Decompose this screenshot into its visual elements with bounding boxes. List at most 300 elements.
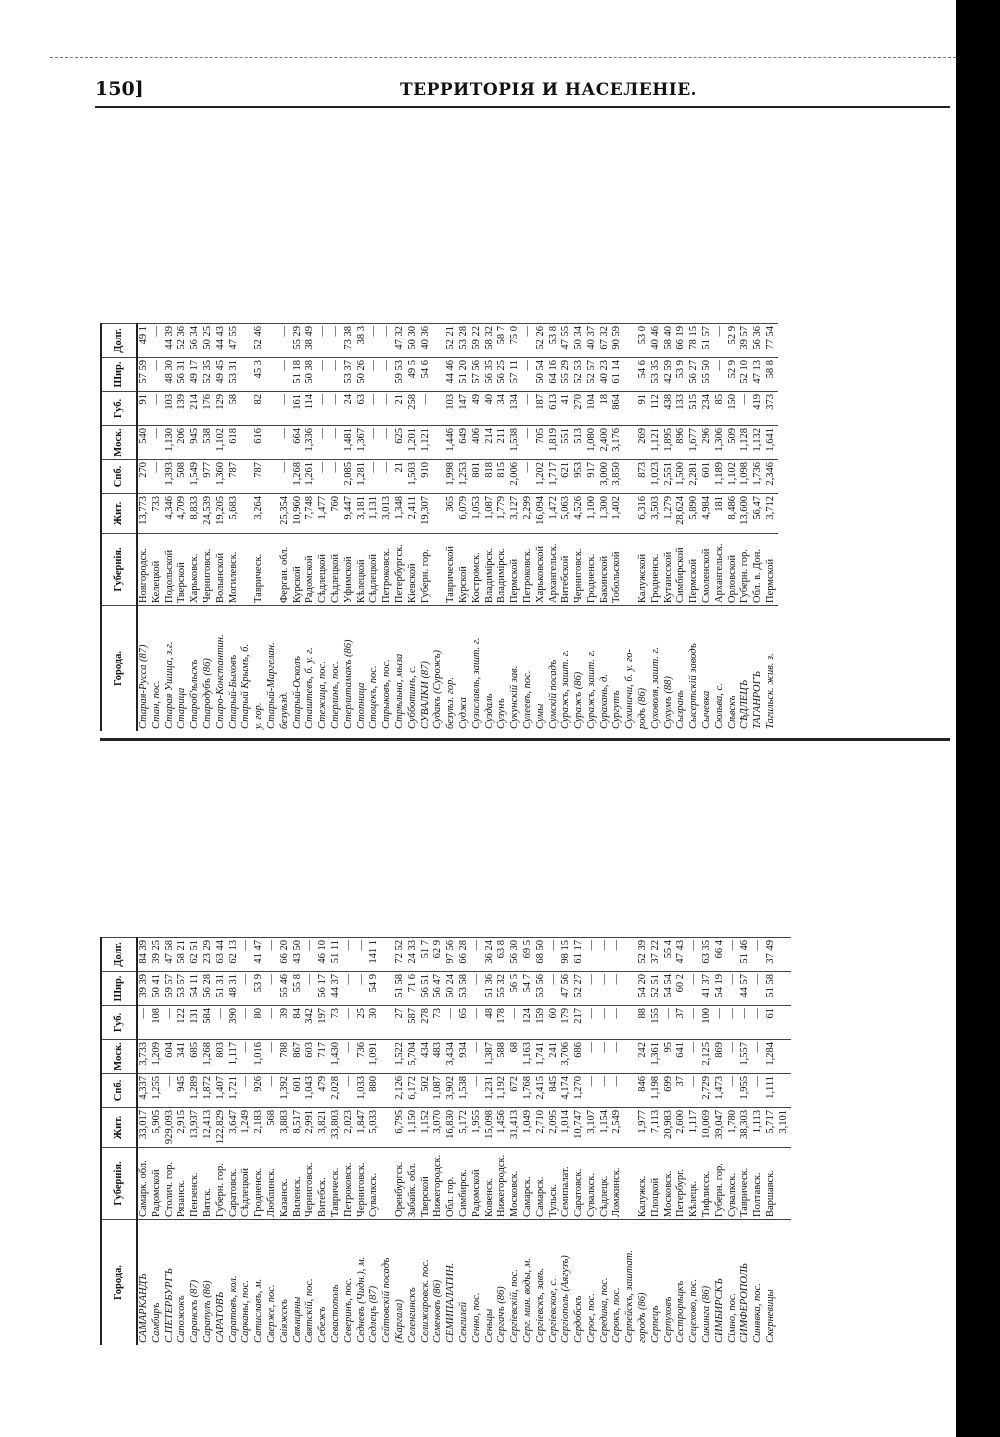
cell-guberniya: Ковенск.: [484, 1147, 497, 1219]
cell-guberniya: Черниговск.: [573, 533, 586, 605]
cell-shir: 71 6: [407, 971, 420, 1005]
cell-mosk: 686: [573, 1039, 586, 1073]
cell-shir: 44 57: [739, 971, 752, 1005]
cell-gorod: СУВАЛКИ (87): [420, 605, 433, 731]
cell-mosk: —: [727, 1039, 740, 1073]
table-row: [138, 323, 151, 731]
cell-shir: [240, 357, 253, 391]
cell-mosk: 1,130: [164, 425, 177, 459]
cell-spb: 479: [317, 1073, 330, 1107]
table-row: [240, 937, 253, 1345]
cell-zhit: 1,279: [663, 493, 676, 533]
cell-dolg: 58 32: [484, 323, 497, 357]
cell-zhit: 3,883: [279, 1107, 292, 1147]
cell-guberniya: Таврическ.: [739, 1147, 752, 1219]
cell-zhit: 1,977: [637, 1107, 650, 1147]
cell-dolg: 47 32: [394, 323, 407, 357]
cell-guberniya: Московск.: [663, 1147, 676, 1219]
table-row: [151, 323, 164, 731]
cell-spb: 1,736: [752, 459, 765, 493]
cell-spb: 2,415: [535, 1073, 548, 1107]
cell-guberniya: Саратовск.: [573, 1147, 586, 1219]
cell-gub: 61: [765, 1005, 778, 1039]
cell-dolg: [778, 937, 791, 971]
cell-zhit: 28,624: [675, 493, 688, 533]
table-row: [189, 937, 202, 1345]
cell-gub: —: [509, 1005, 522, 1039]
cell-dolg: —: [356, 937, 369, 971]
cell-shir: —: [752, 971, 765, 1005]
cell-spb: 1,261: [304, 459, 317, 493]
cell-zhit: [240, 493, 253, 533]
cell-gorod: Сызрань: [675, 605, 688, 731]
table-row: [394, 937, 407, 1345]
table-right-block: [100, 323, 950, 731]
cell-guberniya: Черниговск.: [202, 533, 215, 605]
cell-shir: 51 31: [215, 971, 228, 1005]
cell-spb: 1,255: [151, 1073, 164, 1107]
cell-dolg: —: [304, 937, 317, 971]
cell-spb: 1,270: [573, 1073, 586, 1107]
cell-guberniya: Курской: [458, 533, 471, 605]
cell-dolg: —: [599, 937, 612, 971]
cell-mosk: 1,121: [420, 425, 433, 459]
col-header-gub: Губ.: [102, 391, 136, 425]
cell-dolg: 36 24: [484, 937, 497, 971]
cell-gorod: Староб'ѣльскъ: [189, 605, 202, 731]
cell-dolg: 53 0: [637, 323, 650, 357]
cell-zhit: 38,303: [739, 1107, 752, 1147]
cell-gorod: родъ (86): [637, 605, 650, 731]
col-header-shir: Шир.: [102, 971, 136, 1005]
cell-gorod: Селижаровск. пос.: [420, 1219, 433, 1345]
cell-guberniya: Таврическ.: [253, 533, 266, 605]
cell-dolg: —: [151, 323, 164, 357]
cell-guberniya: Петербург.: [675, 1147, 688, 1219]
cell-dolg: —: [752, 937, 765, 971]
cell-gub: —: [240, 1005, 253, 1039]
cell-gub: 27: [394, 1005, 407, 1039]
page-number: 150]: [95, 78, 144, 100]
cell-zhit: 3,712: [765, 493, 778, 533]
cell-shir: 56 35: [484, 357, 497, 391]
cell-gub: 103: [445, 391, 458, 425]
cell-guberniya: Губерн. гор.: [739, 533, 752, 605]
col-header-spb: Спб.: [102, 459, 136, 493]
cell-shir: —: [356, 971, 369, 1005]
cell-shir: 54 7: [522, 971, 535, 1005]
cell-mosk: 604: [164, 1039, 177, 1073]
cell-gub: 91: [138, 391, 151, 425]
cell-spb: 1,955: [739, 1073, 752, 1107]
cell-spb: 508: [176, 459, 189, 493]
cell-gub: 100: [701, 1005, 714, 1039]
table-row: [714, 323, 727, 731]
cell-spb: 1,192: [496, 1073, 509, 1107]
cell-gub: 103: [164, 391, 177, 425]
cell-zhit: 2,095: [548, 1107, 561, 1147]
cell-mosk: 206: [176, 425, 189, 459]
cell-mosk: 1,117: [228, 1039, 241, 1073]
cell-gorod: [778, 1219, 791, 1345]
cell-guberniya: Пензенск.: [189, 1147, 202, 1219]
cell-guberniya: Обл. в. Дон.: [752, 533, 765, 605]
table-row: [688, 937, 701, 1345]
cell-gorod: Сецехово, пос.: [688, 1219, 701, 1345]
cell-dolg: 78 15: [688, 323, 701, 357]
cell-gorod: Сухиничи, б. у. го-: [624, 605, 637, 731]
cell-gub: —: [739, 1005, 752, 1039]
table-row: [522, 937, 535, 1345]
cell-spb: 3,000: [599, 459, 612, 493]
cell-gub: 150: [727, 391, 740, 425]
cell-zhit: 5,717: [765, 1107, 778, 1147]
cell-gub: 258: [407, 391, 420, 425]
cell-zhit: 2,299: [522, 493, 535, 533]
cell-guberniya: Сѣдлецкой: [368, 533, 381, 605]
cell-gorod: Старая-Русса (87): [138, 605, 151, 731]
cell-gub: 104: [586, 391, 599, 425]
cell-dolg: [624, 323, 637, 357]
cell-guberniya: Петроковск.: [522, 533, 535, 605]
cell-zhit: 929,093: [164, 1107, 177, 1147]
cell-zhit: 10,069: [701, 1107, 714, 1147]
cell-gub: 155: [650, 1005, 663, 1039]
cell-guberniya: Тверской: [176, 533, 189, 605]
cell-shir: 55 8: [292, 971, 305, 1005]
table-row: [356, 323, 369, 731]
cell-gorod: Сычевка: [701, 605, 714, 731]
cell-shir: —: [317, 357, 330, 391]
table-row: [164, 323, 177, 731]
cell-shir: —: [266, 971, 279, 1005]
cell-mosk: 483: [432, 1039, 445, 1073]
cell-dolg: [266, 323, 279, 357]
cell-shir: 52 27: [573, 971, 586, 1005]
cell-gub: 41: [560, 391, 573, 425]
cell-mosk: [381, 1039, 394, 1073]
cell-guberniya: Ломжинск.: [611, 1147, 624, 1219]
cell-gorod: Стрѣльна, мыза: [394, 605, 407, 731]
cell-gorod: Старый-Осколъ: [292, 605, 305, 731]
cell-gorod: Семеновъ (86): [432, 1219, 445, 1345]
table-row: [471, 937, 484, 1345]
table-row: [714, 937, 727, 1345]
cell-guberniya: Радомской: [151, 1147, 164, 1219]
table-row: [343, 937, 356, 1345]
cell-zhit: 1,348: [394, 493, 407, 533]
cell-dolg: —: [368, 323, 381, 357]
cell-gorod: СИМБИРСКЪ: [714, 1219, 727, 1345]
cell-dolg: 55 4: [663, 937, 676, 971]
cell-shir: 50 41: [151, 971, 164, 1005]
cell-spb: 1,393: [164, 459, 177, 493]
cell-mosk: 664: [292, 425, 305, 459]
cell-shir: 59 53: [394, 357, 407, 391]
cell-dolg: 56 30: [509, 937, 522, 971]
cell-gorod: Синявка, пос.: [752, 1219, 765, 1345]
cell-mosk: 296: [701, 425, 714, 459]
cell-guberniya: Витебск.: [317, 1147, 330, 1219]
table-row: [599, 323, 612, 731]
cell-dolg: 66 19: [675, 323, 688, 357]
table-row: [356, 937, 369, 1345]
cell-mosk: —: [471, 1039, 484, 1073]
cell-shir: 61 14: [611, 357, 624, 391]
cell-shir: 59 57: [164, 971, 177, 1005]
cell-shir: 52 51: [650, 971, 663, 1005]
table-row: [496, 937, 509, 1345]
cell-mosk: 406: [471, 425, 484, 459]
cell-dolg: —: [381, 323, 394, 357]
table-row: [727, 323, 740, 731]
cell-guberniya: Архангельск.: [714, 533, 727, 605]
cell-zhit: 5,905: [151, 1107, 164, 1147]
cell-guberniya: [624, 533, 637, 605]
cell-guberniya: [432, 533, 445, 605]
cell-dolg: 52 46: [253, 323, 266, 357]
cell-guberniya: Уфимской: [343, 533, 356, 605]
scan-edge-bar: [956, 0, 1000, 1437]
cell-spb: [778, 1073, 791, 1107]
cell-gub: 49: [471, 391, 484, 425]
cell-guberniya: Курской: [292, 533, 305, 605]
cell-dolg: —: [727, 937, 740, 971]
cell-gub: 80: [253, 1005, 266, 1039]
cell-gorod: (Каргала): [394, 1219, 407, 1345]
cell-spb: 1,289: [189, 1073, 202, 1107]
table-row: [202, 937, 215, 1345]
cell-gub: —: [330, 391, 343, 425]
cell-spb: 926: [253, 1073, 266, 1107]
cell-shir: 53 9: [253, 971, 266, 1005]
cell-mosk: 869: [714, 1039, 727, 1073]
cell-dolg: 38 49: [304, 323, 317, 357]
cell-mosk: 1,336: [304, 425, 317, 459]
cell-spb: 2,028: [330, 1073, 343, 1107]
cell-shir: 45 3: [253, 357, 266, 391]
table-row: [675, 323, 688, 731]
cell-zhit: [624, 493, 637, 533]
cell-guberniya: Владимірск.: [484, 533, 497, 605]
cell-spb: 1,202: [535, 459, 548, 493]
cell-shir: —: [381, 357, 394, 391]
cell-gub: 131: [189, 1005, 202, 1039]
table-row: [496, 323, 509, 731]
cell-dolg: 51 46: [739, 937, 752, 971]
cell-zhit: 33,017: [138, 1107, 151, 1147]
cell-gub: 24: [343, 391, 356, 425]
cell-gub: —: [368, 391, 381, 425]
cell-gub: 234: [701, 391, 714, 425]
cell-gorod: Сердобскъ: [573, 1219, 586, 1345]
cell-gub: 373: [765, 391, 778, 425]
cell-mosk: 934: [458, 1039, 471, 1073]
cell-zhit: 5,063: [560, 493, 573, 533]
table-row: [266, 323, 279, 731]
cell-guberniya: Костромск.: [471, 533, 484, 605]
cell-gorod: Серокъ, пос.: [611, 1219, 624, 1345]
cell-spb: 846: [637, 1073, 650, 1107]
cell-guberniya: Оренбургск.: [394, 1147, 407, 1219]
cell-guberniya: Вятск.: [202, 1147, 215, 1219]
cell-spb: 953: [573, 459, 586, 493]
cell-zhit: 1,053: [471, 493, 484, 533]
cell-guberniya: Сувалкск.: [586, 1147, 599, 1219]
cell-gub: —: [752, 1005, 765, 1039]
cell-zhit: 1,100: [586, 493, 599, 533]
cell-shir: —: [688, 971, 701, 1005]
cell-spb: 2,126: [394, 1073, 407, 1107]
top-dashed-rule: [50, 57, 956, 58]
table-row: [586, 937, 599, 1345]
cell-spb: 4,174: [560, 1073, 573, 1107]
table-row: [509, 937, 522, 1345]
cell-gub: 133: [675, 391, 688, 425]
cell-mosk: —: [599, 1039, 612, 1073]
cell-spb: 873: [637, 459, 650, 493]
table-row: [688, 323, 701, 731]
cell-gorod: Сергачъ (86): [496, 1219, 509, 1345]
cell-zhit: 2,549: [611, 1107, 624, 1147]
cell-dolg: 37 22: [650, 937, 663, 971]
cell-spb: —: [688, 1073, 701, 1107]
cell-mosk: 1,557: [739, 1039, 752, 1073]
cell-spb: 21: [394, 459, 407, 493]
cell-dolg: 41 47: [253, 937, 266, 971]
cell-gub: —: [663, 1005, 676, 1039]
cell-guberniya: Плоцкой: [650, 1147, 663, 1219]
cell-gub: 278: [420, 1005, 433, 1039]
cell-spb: [381, 1073, 394, 1107]
cell-gorod: СЕМИПАЛАТИН.: [445, 1219, 458, 1345]
cell-dolg: 66 28: [458, 937, 471, 971]
cell-zhit: 2,915: [176, 1107, 189, 1147]
table-row: [548, 937, 561, 1345]
cell-guberniya: [624, 1147, 637, 1219]
table-row: [522, 323, 535, 731]
cell-gub: 122: [176, 1005, 189, 1039]
cell-spb: 1,721: [228, 1073, 241, 1107]
cell-mosk: —: [151, 425, 164, 459]
cell-gub: —: [279, 391, 292, 425]
cell-zhit: 1,955: [471, 1107, 484, 1147]
cell-guberniya: Таврической: [445, 533, 458, 605]
cell-gub: [266, 391, 279, 425]
cell-spb: 1,189: [714, 459, 727, 493]
cell-zhit: 1,780: [727, 1107, 740, 1147]
cell-spb: 1,023: [650, 459, 663, 493]
cell-shir: 64 16: [548, 357, 561, 391]
table-row: [253, 937, 266, 1345]
table-row: [752, 937, 765, 1345]
cell-spb: —: [586, 1073, 599, 1107]
cell-dolg: 39 25: [151, 937, 164, 971]
cell-mosk: 3,733: [138, 1039, 151, 1073]
cell-dolg: 47 55: [228, 323, 241, 357]
cell-shir: 50 24: [445, 971, 458, 1005]
table-row: [317, 937, 330, 1345]
table-row: [573, 937, 586, 1345]
cell-gorod: Суражъ, зашт. г.: [560, 605, 573, 731]
cell-spb: 502: [420, 1073, 433, 1107]
cell-zhit: 9,447: [343, 493, 356, 533]
cell-gub: 63: [356, 391, 369, 425]
cell-dolg: 50 25: [202, 323, 215, 357]
table-row: [138, 937, 151, 1345]
cell-spb: 601: [701, 459, 714, 493]
table-row: [637, 937, 650, 1345]
col-header-shir: Шир.: [102, 357, 136, 391]
cell-dolg: 53 8: [548, 323, 561, 357]
cell-shir: 48 30: [164, 357, 177, 391]
cell-mosk: 1,677: [688, 425, 701, 459]
cell-spb: —: [368, 459, 381, 493]
cell-mosk: 618: [228, 425, 241, 459]
cell-guberniya: [778, 1147, 791, 1219]
cell-mosk: 1,016: [253, 1039, 266, 1073]
cell-shir: 52 35: [202, 357, 215, 391]
cell-mosk: 1,522: [394, 1039, 407, 1073]
cell-gorod: Серое, пос.: [586, 1219, 599, 1345]
cell-dolg: 39 57: [739, 323, 752, 357]
cell-gorod: Саранскъ (87): [189, 1219, 202, 1345]
cell-shir: 55 46: [279, 971, 292, 1005]
cell-mosk: 538: [202, 425, 215, 459]
table-divider: [100, 738, 950, 741]
cell-dolg: 77 54: [765, 323, 778, 357]
cell-dolg: 52 39: [637, 937, 650, 971]
col-header-mosk: Mocк.: [102, 425, 136, 459]
cell-mosk: 867: [292, 1039, 305, 1073]
cell-gorod: Старый-Быховъ: [228, 605, 241, 731]
cell-guberniya: Саратовск.: [228, 1147, 241, 1219]
cell-guberniya: Архангельск.: [548, 533, 561, 605]
cell-gub: 129: [215, 391, 228, 425]
cell-gorod: Стародубъ (86): [202, 605, 215, 731]
col-header-zhit: Жит.: [102, 493, 136, 533]
cell-shir: [266, 357, 279, 391]
cell-shir: 53 31: [228, 357, 241, 391]
cell-dolg: —: [279, 323, 292, 357]
cell-mosk: 1,132: [752, 425, 765, 459]
cell-dolg: 61 17: [573, 937, 586, 971]
cell-gorod: Суражъ, зашт. г.: [586, 605, 599, 731]
cell-dolg: 46 10: [317, 937, 330, 971]
cell-mosk: 705: [535, 425, 548, 459]
table-row: [739, 937, 752, 1345]
cell-spb: 1,473: [714, 1073, 727, 1107]
cell-dolg: 98 15: [560, 937, 573, 971]
cell-gorod: у. гор.: [253, 605, 266, 731]
cell-dolg: 37 49: [765, 937, 778, 971]
cell-spb: 910: [420, 459, 433, 493]
cell-gorod: безуѣзд.: [279, 605, 292, 731]
cell-gub: 419: [752, 391, 765, 425]
cell-gub: —: [471, 1005, 484, 1039]
cell-spb: [624, 1073, 637, 1107]
cell-mosk: 625: [394, 425, 407, 459]
cell-guberniya: Казанск.: [279, 1147, 292, 1219]
col-header-dolg: Долг.: [102, 323, 136, 357]
cell-gub: —: [138, 1005, 151, 1039]
cell-guberniya: Нижегородск.: [496, 1147, 509, 1219]
cell-shir: 51 20: [458, 357, 471, 391]
cell-guberniya: Пермской: [688, 533, 701, 605]
cell-gub: 147: [458, 391, 471, 425]
rotated-table: [100, 115, 950, 1345]
cell-spb: 6,172: [407, 1073, 420, 1107]
